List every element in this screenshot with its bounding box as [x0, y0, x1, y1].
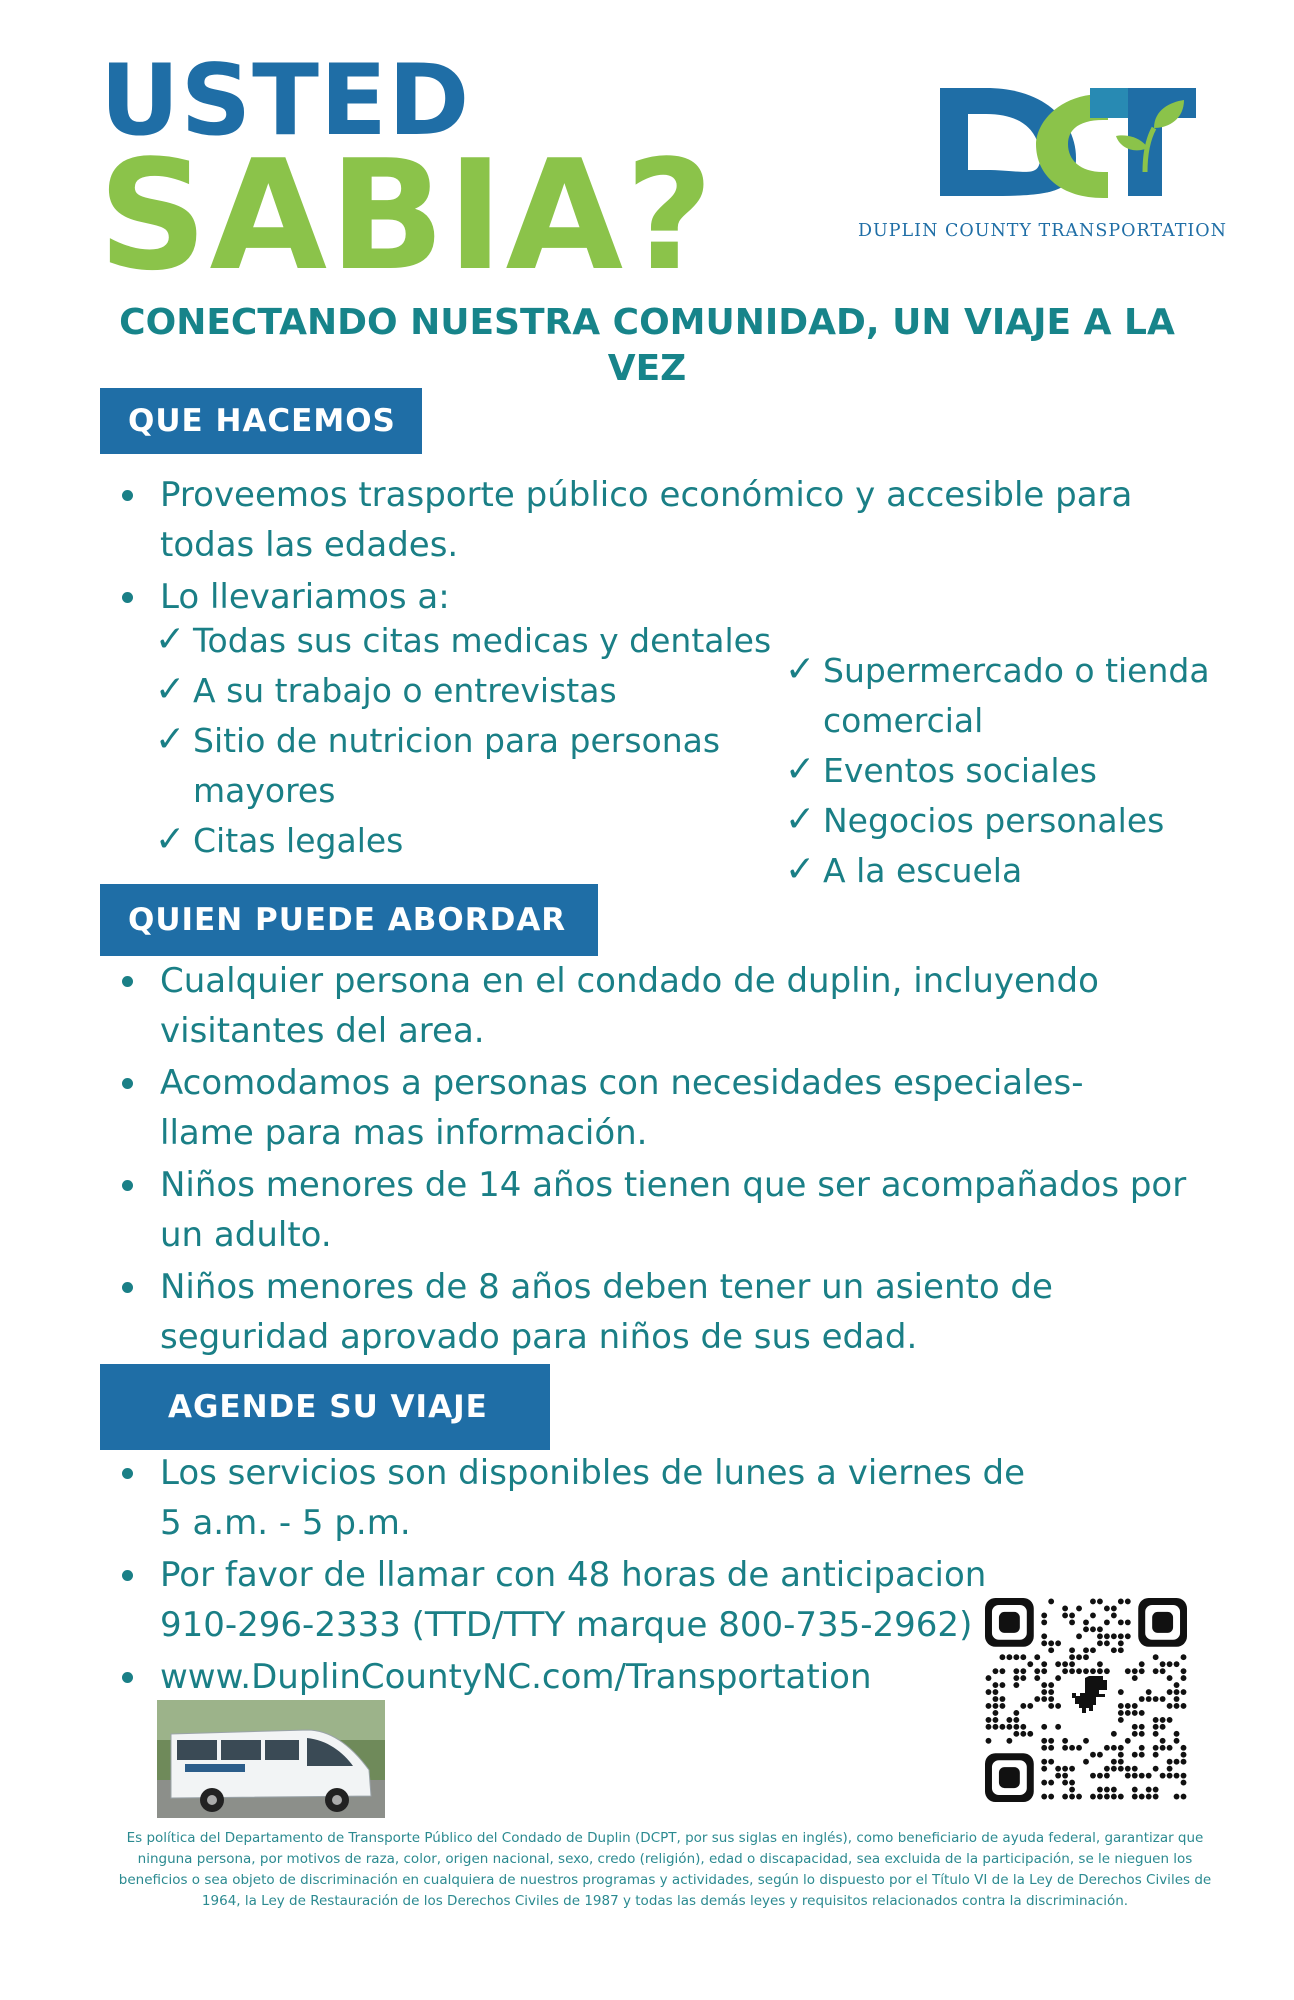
- destination-item: ✓ Todas sus citas medicas y dentales: [155, 619, 772, 660]
- qr-code[interactable]: [985, 1596, 1187, 1802]
- section-title: QUIEN PUEDE ABORDAR: [128, 902, 567, 938]
- check-icon: ✓: [155, 719, 186, 760]
- destination-item: ✓ Sitio de nutricion para personas mayores: [155, 719, 721, 810]
- list-item: Los servicios son disponibles de lunes a viernes de 5 a.m. - 5 p.m.: [100, 1448, 1040, 1548]
- list-item: Proveemos trasporte público económico y accesible para todas las edades.: [100, 470, 1210, 570]
- list-item: Acomodamos a personas con necesidades especiales- llame para mas información.: [100, 1058, 1170, 1158]
- destinations-left: [155, 616, 815, 866]
- destinations-right: [785, 646, 1245, 896]
- agende-su-viaje-list: [100, 1448, 1026, 1702]
- list-item: Cualquier persona en el condado de duplin, incluyendo visitantes del area.: [100, 956, 1170, 1056]
- destination-item: ✓ Supermercado o tienda comercial: [785, 649, 1210, 740]
- van-photo: [157, 1700, 385, 1818]
- destination-item: ✓ A la escuela: [785, 849, 1023, 890]
- list-item: Niños menores de 8 años deben tener un asiento de seguridad aprovado para niños de sus edad.: [100, 1262, 1200, 1362]
- check-icon: ✓: [785, 749, 816, 790]
- section-header-agende-su-viaje: [100, 1364, 550, 1450]
- destination-item: ✓ Eventos sociales: [785, 749, 1097, 790]
- check-icon: ✓: [155, 669, 186, 710]
- section-header-quien-puede-abordar: [100, 884, 598, 956]
- check-icon: ✓: [155, 619, 186, 660]
- footer-disclaimer: Es política del Departamento de Transporte Público del Condado de Duplin (DCPT, por sus siglas en inglés), como beneficiario de ayuda federal, garantizar que ninguna persona, por motivos de raza, color, origen nacional, sexo, credo (religión), edad o discapacidad, sea excluida de la participación, se le nieguen los beneficios o sea objeto de discriminación en cualquiera de nuestros programas y actividades, según lo dispuesto por el Título VI de la Ley de Derechos Civiles de 1964, la Ley de Restauración de los Derechos Civiles de 1987 y todas las demás leyes y requisitos relacionados contra la discriminación.: [118, 1830, 1212, 1909]
- destination-item: ✓ A su trabajo o entrevistas: [155, 669, 617, 710]
- list-item: Niños menores de 14 años tienen que ser acompañados por un adulto.: [100, 1160, 1200, 1260]
- check-icon: ✓: [785, 799, 816, 840]
- logo-org-name: DUPLIN COUNTY TRANSPORTATION: [858, 221, 1227, 241]
- quien-puede-abordar-list: [100, 956, 1190, 1362]
- destination-item: ✓ Negocios personales: [785, 799, 1165, 840]
- section-title: QUE HACEMOS: [128, 403, 396, 439]
- dct-logo-mark: [858, 84, 1248, 244]
- check-icon: ✓: [785, 849, 816, 890]
- que-hacemos-list: [100, 470, 1210, 622]
- website-link[interactable]: www.DuplinCountyNC.com/Transportation: [100, 1652, 1000, 1702]
- title-sabia: SABIA?: [98, 127, 716, 304]
- list-item: Por favor de llamar con 48 horas de anticipacion 910-296-2333 (TTD/TTY marque 800-735-2962): [100, 1550, 1050, 1650]
- destination-item: ✓ Citas legales: [155, 819, 404, 860]
- section-title: AGENDE SU VIAJE: [168, 1389, 488, 1425]
- check-icon: ✓: [155, 819, 186, 860]
- check-icon: ✓: [785, 649, 816, 690]
- tagline: CONECTANDO NUESTRA COMUNIDAD, UN VIAJE A LA VEZ: [119, 302, 1175, 389]
- dct-logo: [858, 84, 1248, 244]
- section-header-que-hacemos: [100, 388, 422, 454]
- list-item: Lo llevariamos a:: [100, 572, 1210, 622]
- title-usted: USTED: [100, 44, 471, 158]
